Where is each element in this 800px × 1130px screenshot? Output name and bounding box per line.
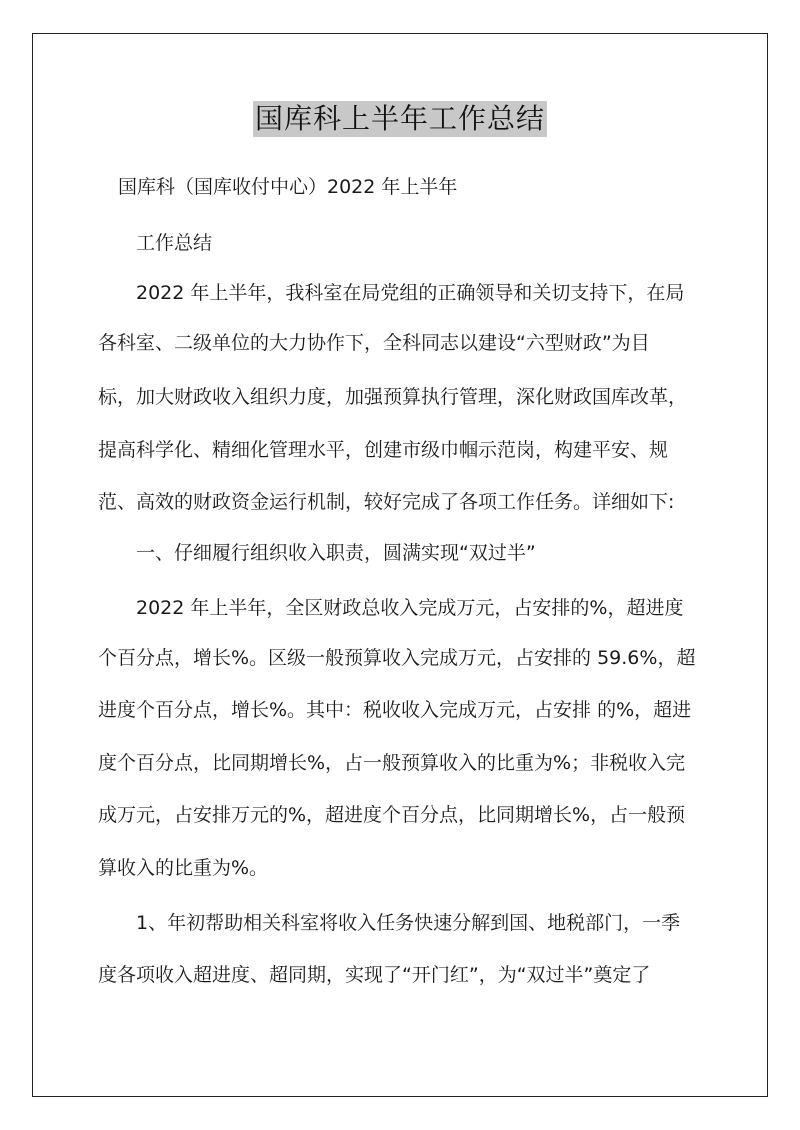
paragraph-line: 范、高效的财政资金运行机制，较好完成了各项工作任务。详细如下:	[98, 491, 675, 513]
paragraph-line: 个百分点，增长%。区级一般预算收入完成万元，占安排的 59.6%，超	[98, 647, 696, 669]
paragraph-line: 2022 年上半年，我科室在局党组的正确领导和关切支持下，在局	[136, 282, 685, 304]
paragraph-line: 度个百分点，比同期增长%，占一般预算收入的比重为%；非税收入完	[98, 752, 686, 774]
paragraph-line: 2022 年上半年，全区财政总收入完成万元，占安排的%，超进度	[136, 597, 684, 619]
paragraph-line: 进度个百分点，增长%。其中：税收收入完成万元，占安排 的%，超进	[98, 699, 692, 721]
paragraph-line: 各科室、二级单位的大力协作下，全科同志以建设“六型财政”为目	[98, 332, 650, 354]
paragraph-line: 算收入的比重为%。	[98, 857, 269, 879]
title-container	[0, 101, 800, 137]
document-title: 国库科上半年工作总结	[254, 102, 545, 135]
paragraph-line: 成万元，占安排万元的%，超进度个百分点，比同期增长%，占一般预	[98, 804, 686, 826]
subtitle-line-2: 工作总结	[136, 232, 213, 254]
paragraph-line: 度各项收入超进度、超同期，实现了“开门红”，为“双过半”奠定了	[98, 964, 651, 986]
subtitle-line-1: 国库科（国库收付中心）2022 年上半年	[118, 176, 458, 198]
paragraph-line: 提高科学化、精细化管理水平，创建市级巾帼示范岗，构建平安、规	[98, 439, 669, 461]
paragraph-line: 1、年初帮助相关科室将收入任务快速分解到国、地税部门，一季	[136, 912, 681, 934]
section-heading: 一、仔细履行组织收入职责，圆满实现“双过半”	[136, 542, 536, 564]
paragraph-line: 标，加大财政收入组织力度，加强预算执行管理，深化财政国库改革，	[98, 386, 688, 408]
